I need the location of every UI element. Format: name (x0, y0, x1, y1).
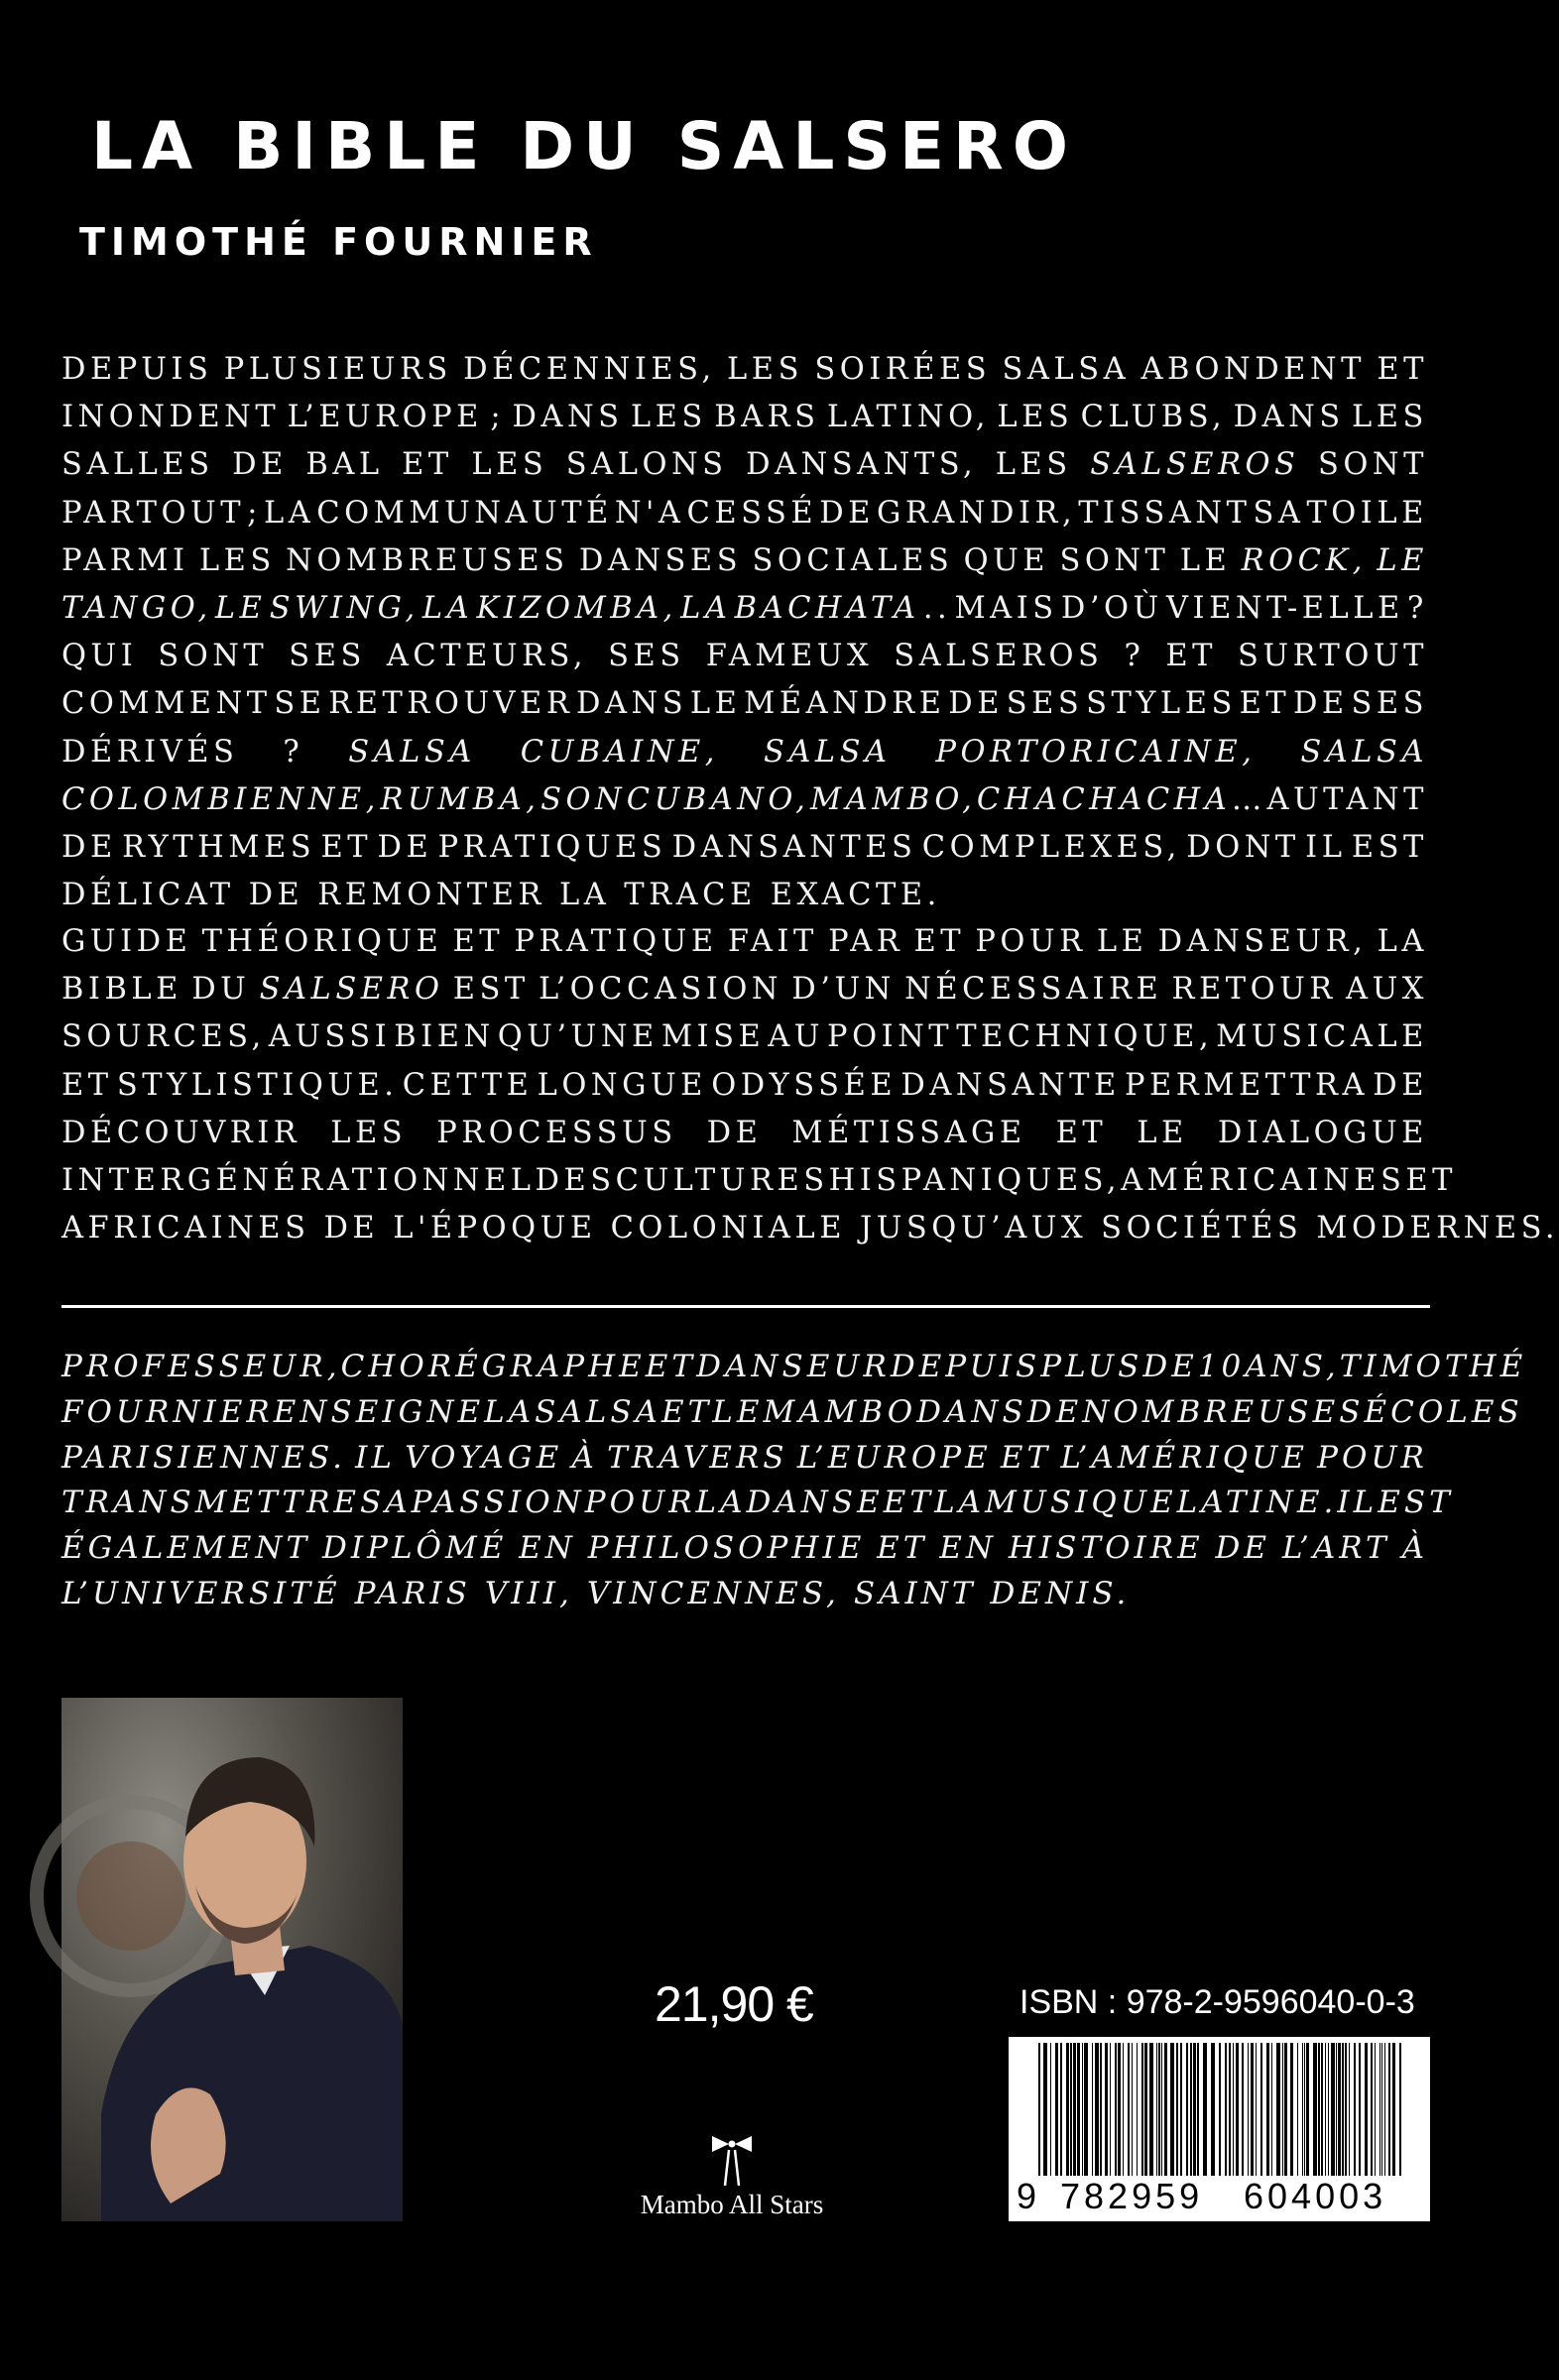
barcode-bar (1271, 2043, 1272, 2176)
text-line: DÉLICAT DE REMONTER LA TRACE EXACTE. (61, 878, 941, 913)
barcode-bar (1070, 2043, 1072, 2176)
text-line: TANGO, LE SWING, LA KIZOMBA, LA BACHATA .. MAIS D’OÙ VIENT-ELLE ? (61, 590, 1428, 626)
barcode-bar (1276, 2043, 1280, 2176)
barcode-bar (1388, 2043, 1390, 2176)
barcode-bar (1371, 2043, 1373, 2176)
barcode-bar (1248, 2043, 1249, 2176)
barcode-bar (1141, 2043, 1143, 2176)
text-line: PARISIENNES. IL VOYAGE À TRAVERS L’EUROPE ET L’AMÉRIQUE POUR (61, 1439, 1428, 1476)
barcode-bar (1375, 2043, 1376, 2176)
barcode-bar (1045, 2043, 1047, 2176)
isbn-barcode (1009, 2037, 1430, 2221)
text-line: INTERGÉNÉRATIONNEL DES CULTURES HISPANIQUES, AMÉRICAINES ET (61, 1162, 1458, 1198)
barcode-bar (1354, 2043, 1356, 2176)
barcode-bar (1095, 2043, 1099, 2176)
isbn-label: ISBN : 978-2-9596040-0-3 (1019, 1983, 1415, 2021)
barcode-bar (1060, 2043, 1062, 2176)
barcode-bar (1073, 2043, 1076, 2176)
barcode-bar (1211, 2043, 1215, 2176)
barcode-bar (1359, 2043, 1361, 2176)
text-line: DÉRIVÉS ? SALSA CUBAINE, SALSA PORTORICAINE, SALSA (61, 734, 1428, 770)
barcode-bar (1392, 2043, 1395, 2176)
barcode-bar (1193, 2043, 1196, 2176)
barcode-bar (1345, 2043, 1347, 2176)
barcode-bar (1297, 2043, 1298, 2176)
barcode-bar (1325, 2043, 1326, 2176)
barcode-bar (1379, 2043, 1380, 2176)
author-name: TIMOTHÉ FOURNIER (79, 220, 598, 264)
author-portrait-icon (61, 1698, 403, 2221)
barcode-bar (1100, 2043, 1102, 2176)
barcode-bar (1242, 2043, 1244, 2176)
barcode-bar (1290, 2043, 1293, 2176)
barcode-bar (1260, 2043, 1262, 2176)
text-line: QUI SONT SES ACTEURS, SES FAMEUX SALSEROS ? ET SURTOUT (61, 639, 1428, 674)
text-line: BIBLE DU SALSERO EST L’OCCASION D’UN NÉCESSAIRE RETOUR AUX (61, 972, 1428, 1008)
text-line: COMMENT SE RETROUVER DANS LE MÉANDRE DE SES STYLES ET DE SES (61, 686, 1428, 722)
publisher-logo (623, 2122, 841, 2241)
text-line: COLOMBIENNE, RUMBA, SON CUBANO, MAMBO, CHACHACHA … AUTANT (61, 781, 1428, 817)
barcode-bar (1190, 2043, 1192, 2176)
text-line: PARMI LES NOMBREUSES DANSES SOCIALES QUE SONT LE ROCK, LE (61, 542, 1428, 578)
text-line: ÉGALEMENT DIPLÔMÉ EN PHILOSOPHIE ET EN HISTOIRE DE L’ART À (61, 1530, 1428, 1567)
barcode-bar (1236, 2043, 1239, 2176)
barcode-bar (1170, 2043, 1174, 2176)
bowtie-logo-icon (707, 2130, 757, 2188)
barcode-bar (1077, 2043, 1080, 2176)
barcode-bar (1328, 2043, 1329, 2176)
barcode-bar (1365, 2043, 1368, 2176)
barcode-bar (1266, 2043, 1269, 2176)
barcode-bar (1306, 2043, 1309, 2176)
text-line: SOURCES, AUSSI BIEN QU’UNE MISE AU POINT TECHNIQUE, MUSICALE (61, 1019, 1428, 1055)
barcode-bar (1055, 2043, 1058, 2176)
text-line: DE RYTHMES ET DE PRATIQUES DANSANTES COMPLEXES, DONT IL EST (61, 829, 1428, 865)
text-line: INONDENT L’EUROPE ; DANS LES BARS LATINO, LES CLUBS, DANS LES (61, 400, 1428, 435)
barcode-bar (1233, 2043, 1234, 2176)
author-bio (61, 1345, 1527, 1617)
barcode-bar (1050, 2043, 1051, 2176)
barcode-digits (1009, 2176, 1430, 2219)
barcode-bar (1118, 2043, 1121, 2176)
barcode-bar (1180, 2043, 1182, 2176)
author-photo (61, 1698, 403, 2221)
publisher-name: Mambo All Stars (640, 2190, 824, 2219)
barcode-bar (1176, 2043, 1178, 2176)
barcode-bar (1318, 2043, 1320, 2176)
text-line: L’UNIVERSITÉ PARIS VIII, VINCENNES, SAINT DENIS. (61, 1575, 1131, 1611)
barcode-left-group: 782959 (1060, 2176, 1204, 2216)
barcode-bar (1284, 2043, 1287, 2176)
barcode-bar (1342, 2043, 1344, 2176)
blurb-paragraph-2 (61, 918, 1559, 1252)
text-line: AFRICAINES DE L'ÉPOQUE COLONIALE JUSQU’AUX SOCIÉTÉS MODERNES. (61, 1211, 1559, 1247)
book-title: LA BIBLE DU SALSERO (91, 108, 1077, 184)
barcode-bar (1092, 2043, 1093, 2176)
text-line: TRANSMETTRE SA PASSION POUR LA DANSE ET LA MUSIQUE LATINE. IL EST (61, 1485, 1454, 1521)
barcode-bar (1381, 2043, 1382, 2176)
barcode-bar (1110, 2043, 1111, 2176)
blurb-paragraph-1 (61, 346, 1428, 919)
barcode-bar (1321, 2043, 1323, 2176)
barcode-bar (1158, 2043, 1160, 2176)
text-line: ET STYLISTIQUE. CETTE LONGUE ODYSSÉE DANSANTE PERMETTRA DE (61, 1067, 1428, 1103)
barcode-bar (1123, 2043, 1124, 2176)
barcode-bar (1105, 2043, 1108, 2176)
barcode-bar (1302, 2043, 1303, 2176)
barcode-bar (1282, 2043, 1283, 2176)
text-line: GUIDE THÉORIQUE ET PRATIQUE FAIT PAR ET POUR LE DANSEUR, LA (61, 924, 1428, 959)
barcode-right-group: 604003 (1244, 2176, 1387, 2216)
barcode-bar (1082, 2043, 1083, 2176)
barcode-bar (1164, 2043, 1167, 2176)
barcode-bar (1203, 2043, 1207, 2176)
barcode-bar (1384, 2043, 1385, 2176)
barcode-bar (1251, 2043, 1254, 2176)
barcode-bar (1149, 2043, 1153, 2176)
barcode-bar (1331, 2043, 1335, 2176)
barcode-bar (1313, 2043, 1317, 2176)
barcode-bar (1256, 2043, 1257, 2176)
barcode-bar (1336, 2043, 1337, 2176)
text-line: SALLES DE BAL ET LES SALONS DANSANTS, LES SALSEROS SONT (61, 447, 1428, 483)
barcode-bar (1161, 2043, 1162, 2176)
barcode-bar (1066, 2043, 1069, 2176)
text-line: DEPUIS PLUSIEURS DÉCENNIES, LES SOIRÉES SALSA ABONDENT ET (61, 352, 1428, 387)
price-label: 21,90 € (655, 1976, 813, 2032)
barcode-bar (1084, 2043, 1088, 2176)
section-divider (61, 1305, 1430, 1308)
barcode-bar (1132, 2043, 1133, 2176)
barcode-bar (1197, 2043, 1199, 2176)
barcode-bar (1144, 2043, 1147, 2176)
barcode-lead-digit: 9 (1017, 2176, 1037, 2216)
barcode-bar (1137, 2043, 1138, 2176)
barcode-bar (1115, 2043, 1117, 2176)
barcode-bar (1186, 2043, 1188, 2176)
barcode-bar (1229, 2043, 1231, 2176)
barcode-bar (1156, 2043, 1157, 2176)
barcode-bar (1338, 2043, 1341, 2176)
text-line: DÉCOUVRIR LES PROCESSUS DE MÉTISSAGE ET LE DIALOGUE (61, 1115, 1428, 1150)
text-line: FOURNIER ENSEIGNE LA SALSA ET LE MAMBO DANS DE NOMBREUSES ÉCOLES (61, 1393, 1523, 1430)
text-line: PROFESSEUR, CHORÉGRAPHE ET DANSEUR DEPUIS PLUS DE 10 ANS, TIMOTHÉ (61, 1349, 1527, 1384)
text-line: PARTOUT ; LA COMMUNAUTÉ N'A CESSÉ DE GRANDIR, TISSANT SA TOILE (61, 495, 1428, 531)
barcode-bar (1349, 2043, 1350, 2176)
barcode-bar (1304, 2043, 1305, 2176)
barcode-bar (1128, 2043, 1130, 2176)
